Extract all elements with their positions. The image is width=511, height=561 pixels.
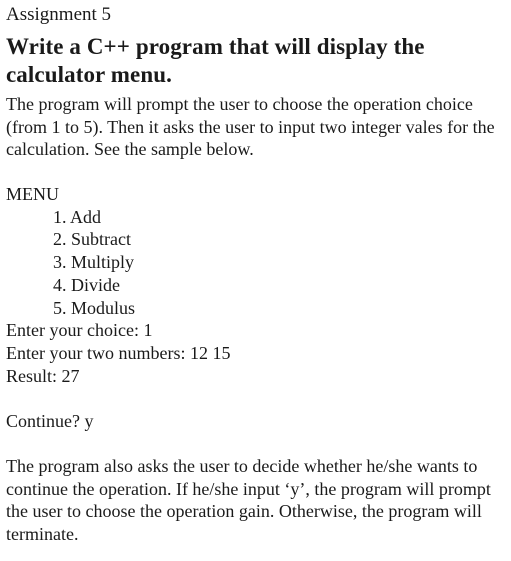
closing-paragraph: The program also asks the user to decide whether he/she wants to continue the operation. If he/she input ‘y’, the program will prompt the user to choose the operation gain. Otherwise, the program will terminate. — [6, 456, 491, 544]
assignment-heading: Assignment 5 — [6, 4, 112, 25]
menu-item-divide: 4. Divide — [53, 274, 120, 295]
menu-label: MENU — [6, 184, 59, 204]
assignment-title: Write a C++ program that will display the calculator menu. — [6, 34, 425, 87]
blank-line — [6, 433, 509, 456]
continue-line: Continue? y — [6, 410, 94, 431]
menu-item-subtract: 2. Subtract — [53, 229, 131, 250]
assignment-document — [6, 0, 509, 545]
blank-line — [6, 387, 509, 410]
sample-output — [6, 183, 509, 433]
result-line: Result: 27 — [6, 365, 80, 386]
menu-item-add: 1. Add — [53, 206, 102, 227]
choice-line: Enter your choice: 1 — [6, 320, 153, 341]
numbers-line: Enter your two numbers: 12 15 — [6, 342, 231, 363]
menu-item-modulus: 5. Modulus — [53, 297, 136, 318]
blank-line — [6, 161, 509, 184]
menu-item-multiply: 3. Multiply — [53, 252, 135, 273]
intro-paragraph: The program will prompt the user to choose the operation choice (from 1 to 5). Then it asks the user to input two integer vales for the calculation. See the sample below. — [6, 94, 495, 159]
